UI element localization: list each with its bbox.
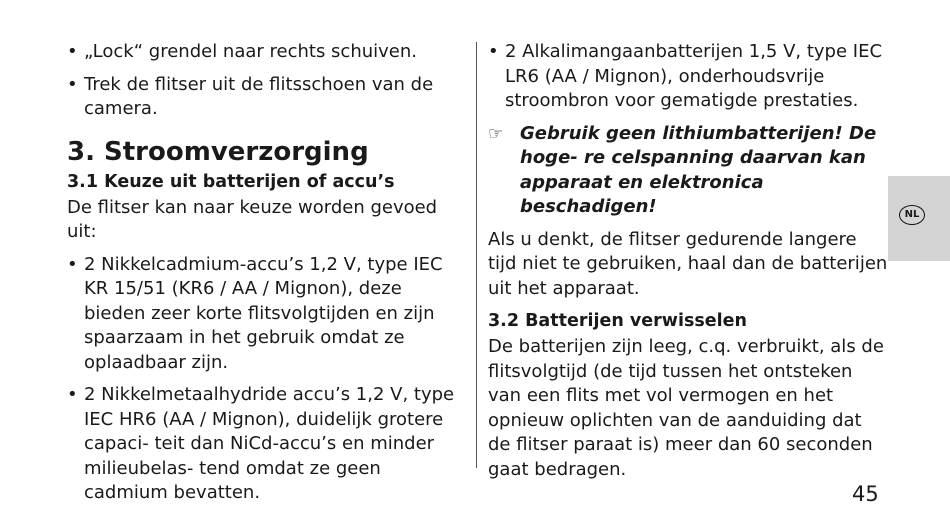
section-heading: 3. Stroomverzorging bbox=[67, 136, 369, 167]
list-item bbox=[67, 73, 467, 122]
bullet-dot: • bbox=[67, 41, 78, 62]
list-item bbox=[67, 40, 467, 65]
list-item bbox=[67, 253, 467, 376]
subsection-heading: 3.2 Batterijen verwisselen bbox=[488, 311, 747, 331]
storage-paragraph: Als u denkt, de flitser gedurende langere tijd niet te gebruiken, haal dan de batterijen uit het apparaat. bbox=[488, 228, 888, 299]
list-item-text: 2 Nikkelmetaalhydride accu’s 1,2 V, type IEC HR6 (AA / Mignon), duidelijk grotere capaci- teit dan NiCd-accu’s en minder milieubelas- tend omdat ze geen cadmium bevatten. bbox=[84, 384, 455, 503]
warning-text: Gebruik geen lithiumbatterijen! De hoge- re celspanning daarvan kan apparaat en elektronica beschadigen! bbox=[520, 122, 877, 217]
list-item-text: 2 Nikkelcadmium-accu’s 1,2 V, type IEC KR 15/51 (KR6 / AA / Mignon), deze bieden zeer korte flitsvolgtijden en zijn spaarzaam in het gebruik omdat ze oplaadbaar zijn. bbox=[84, 253, 443, 373]
list-item-text: 2 Alkalimangaanbatterijen 1,5 V, type IEC LR6 (AA / Mignon), onderhoudsvrije stroombron voor gematigde prestaties. bbox=[505, 41, 883, 111]
right-column bbox=[488, 40, 888, 490]
bullet-dot: • bbox=[67, 253, 78, 275]
column-divider bbox=[476, 42, 477, 468]
intro-paragraph: De flitser kan naar keuze worden gevoed uit: bbox=[67, 196, 438, 242]
left-column bbox=[67, 40, 467, 514]
page-number: 45 bbox=[852, 482, 879, 506]
bullet-dot: • bbox=[488, 41, 499, 62]
pointing-hand-icon: ☞ bbox=[488, 123, 504, 144]
language-badge: NL bbox=[899, 205, 925, 225]
list-item bbox=[67, 383, 467, 506]
list-item-text: Trek de flitser uit de flitsschoen van de camera. bbox=[84, 73, 434, 119]
bullet-dot: • bbox=[67, 384, 78, 405]
bullet-dot: • bbox=[67, 73, 78, 95]
list-item-text: „Lock“ grendel naar rechts schuiven. bbox=[84, 41, 417, 62]
replace-paragraph: De batterijen zijn leeg, c.q. verbruikt, als de flitsvolgtijd (de tijd tussen het ontsteken van een flits met vol vermogen en het opnieuw oplichten van de aanduiding dat de flitser paraat is) meer dan 60 seconden gaat bedragen. bbox=[488, 336, 884, 480]
list-item bbox=[488, 40, 888, 114]
warning-note bbox=[488, 122, 888, 220]
subsection-heading: 3.1 Keuze uit batterijen of accu’s bbox=[67, 171, 395, 192]
